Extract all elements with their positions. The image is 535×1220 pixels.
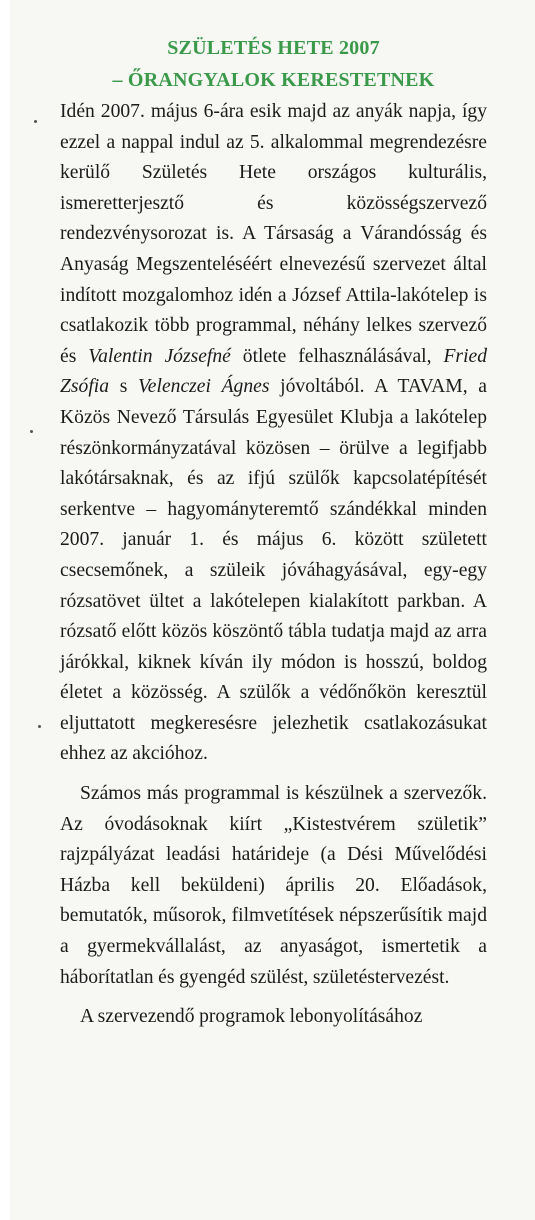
person-name: Valentin Józsefné xyxy=(88,345,231,367)
paragraph-1-text: Idén 2007. május 6-ára esik majd az anyák napja, így ezzel a nappal indul az 5. alkalommal megrendezésre kerülő Születés Hete országos kulturális, ismeretterjesztő és közösségszervező rendezvénysorozat is. A Társaság a Várandósság és Anyaság Megszenteléséért elnevezésű szervezet által indított mozgalomhoz idén a József Attila-lakótelep is csatlakozik több programmal, néhány lelkes szervező és xyxy=(60,101,487,367)
paragraph-3: A szervezendő programok lebonyolításához xyxy=(80,1006,423,1028)
paragraph-1-text: ötlete felhasználásával, xyxy=(230,345,444,367)
article-body xyxy=(60,97,487,1033)
paragraph-1-text: s xyxy=(109,376,139,398)
article-column xyxy=(60,32,487,1033)
scan-speck xyxy=(34,120,37,123)
scan-crop-edge xyxy=(0,0,10,1220)
paragraph-1-text: jóvoltából. A TAVAM, a Közös Nevező Társulás Egyesület Klubja a lakótelep részönkormányzatával közösen – örülve a legifjabb lakótársaknak, és az ifjú szülők kapcsolatépítését serkentve – hagyományteremtő szándékkal minden 2007. január 1. és május 6. között született csecsemőnek, a szüleik jóváhagyásával, egy-egy rózsatövet ültet a lakótelepen kialakított parkban. A rózsatő előtt közös köszöntő tábla tudatja majd az arra járókkal, kiknek kíván ily módon is hosszú, boldog életet a közösség. A szülők a védőnőkön keresztül eljuttatott megkeresésre jelezhetik csatlakozásukat ehhez az akcióhoz. xyxy=(60,376,488,765)
person-name: Fried Zsófia xyxy=(60,345,487,398)
article-headline xyxy=(60,32,487,96)
headline-line-1: SZÜLETÉS HETE 2007 xyxy=(167,37,380,59)
scan-speck xyxy=(38,725,41,728)
paragraph-2: Számos más programmal is készülnek a szervezők. Az óvodásoknak kiírt „Kistestvérem születik” rajzpályázat leadási határideje (a Dési Művelődési Házba kell beküldeni) április 20. Előadások, bemutatók, műsorok, filmvetítések népszerűsítik majd a gyermekvállalást, az anyaságot, ismertetik a háborítatlan és gyengéd szülést, születéstervezést. xyxy=(60,783,487,988)
headline-line-2: – ŐRANGYALOK KERESTETNEK xyxy=(112,69,435,91)
paragraph-1 xyxy=(60,97,487,770)
person-name: Velenczei Ágnes xyxy=(138,376,270,398)
scan-speck xyxy=(30,430,33,433)
